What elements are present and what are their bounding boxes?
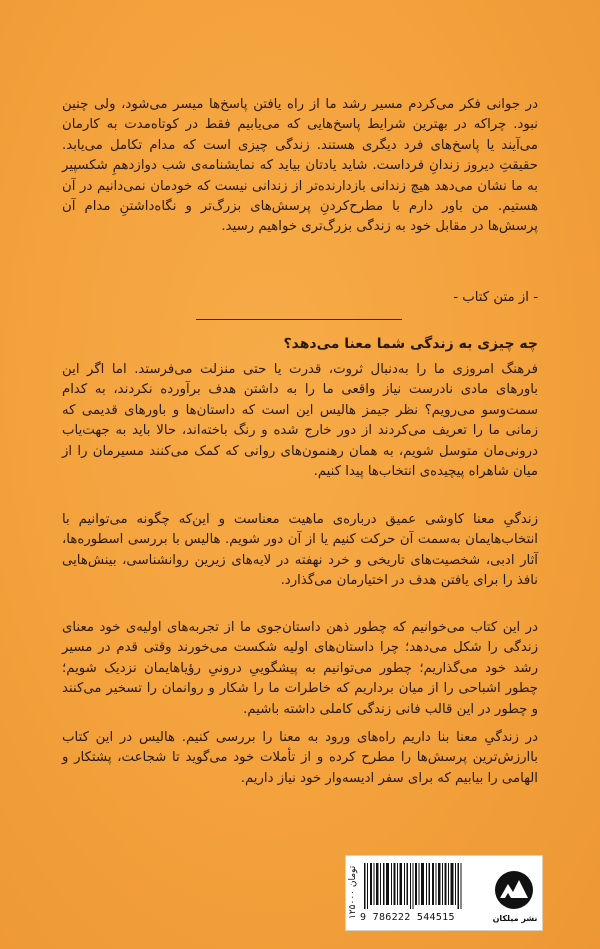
description-paragraph-1: فرهنگ امروزی ما را به‌دنبال ثروت، قدرت یا حتی منزلت می‌فرستد. اما اگر این باورهای مادی نادرست نیاز واقعی ما را به داشتن هدف برآورده نکردند، به کدام سمت‌وسو می‌رویم؟ نظر جیمز هالیس این است که داستان‌ها و باورهای قدیمی که زمانی ما را تعریف می‌کردند از دور خارج شده و رنگ باخته‌اند، حالا باید به جهت‌یاب درونی‌مان متوسل شویم، به همان رهنمون‌های روانی که کمک می‌کنند مسیرمان را از میان شاهراه پیچیده‌ی انتخاب‌ها پیدا کنیم. <box>62 362 538 480</box>
question-heading: چه چیزی به زندگی شما معنا می‌دهد؟ <box>283 336 538 352</box>
barcode-panel <box>345 855 543 931</box>
isbn-number: 9 786222 544515 <box>360 912 455 923</box>
description-paragraph-4: در زندگیِ معنا بنا داریم راه‌های ورود به معنا را بررسی کنیم. هالیس در این کتاب باارزش‌ترین پرسش‌ها را مطرح کرده و از تأملات خود می‌گوید تا شجاعت، پشتکار و الهامی را بیابیم که برای سفر ادیسه‌وار خود نیاز داریم. <box>62 730 538 786</box>
section-divider <box>196 319 402 320</box>
price-label: ۱۲۵۰۰۰ تومان <box>348 865 358 919</box>
description-paragraph-3: در این کتاب می‌خوانیم که چطور ذهن داستان‌جوی ما از تجربه‌های اولیه‌ی خود معنای زندگی را شکل می‌دهد؛ چرا داستان‌های اولیه شکست می‌خورند وقتی قدم در مسیر رشد خود می‌گذاریم؛ چطور می‌توانیم به پیشگوییِ درونیِ رؤیاهایمان نزدیک شویم؛ چطور اشباحی را از میان برداریم که خاطرات ما را شکار و روانمان را تسخیر می‌کنند و چطور در این قالب فانی زندگی کاملی داشته باشیم. <box>62 620 538 717</box>
publisher-logo-text: نشر میلکان <box>492 914 538 923</box>
description-paragraph-2: زندگیِ معنا کاوشی عمیق درباره‌ی ماهیت معناست و این‌که چگونه می‌توانیم با انتخاب‌هایمان به‌سمت آن حرکت کنیم یا از آن دور شویم. هالیس با بررسی اسطوره‌ها، آثار ادبی، شخصیت‌های تاریخی و خرد نهفته در لایه‌های زیرین روانشناسی، بینش‌هایی نافذ را برای یافتن هدف در اختیارمان می‌گذارد. <box>62 512 538 589</box>
excerpt-attribution: - از متن کتاب - <box>453 290 538 305</box>
barcode-icon <box>364 863 462 909</box>
publisher-logo-icon <box>494 865 534 921</box>
excerpt-paragraph: در جوانی فکر می‌کردم مسیر رشد ما از راه یافتن پاسخ‌ها میسر می‌شود، ولی چنین نبود. چراکه در بهترین شرایط پاسخ‌هایی که می‌یابیم فقط در کوتاه‌مدت به کارمان می‌آیند یا پاسخ‌های فرد دیگری هستند. زندگی چیزی است که مدام تکامل می‌یابد. حقیقتِ دیروز زندانِ فرداست. شاید یادتان بیاید که نمایشنامه‌ی شب دوازدهمِ شکسپیر به ما نشان می‌دهد هیچ زندانی بازدارنده‌تر از زندانی نیست که خودمان نمی‌دانیم در آن هستیم. من باور دارم با مطرح‌کردنِ پرسش‌های بزرگ‌تر و نگاه‌داشتنِ مدام آن پرسش‌ها در مقابل خود به زندگی بزرگ‌تری خواهیم رسید. <box>62 97 538 235</box>
